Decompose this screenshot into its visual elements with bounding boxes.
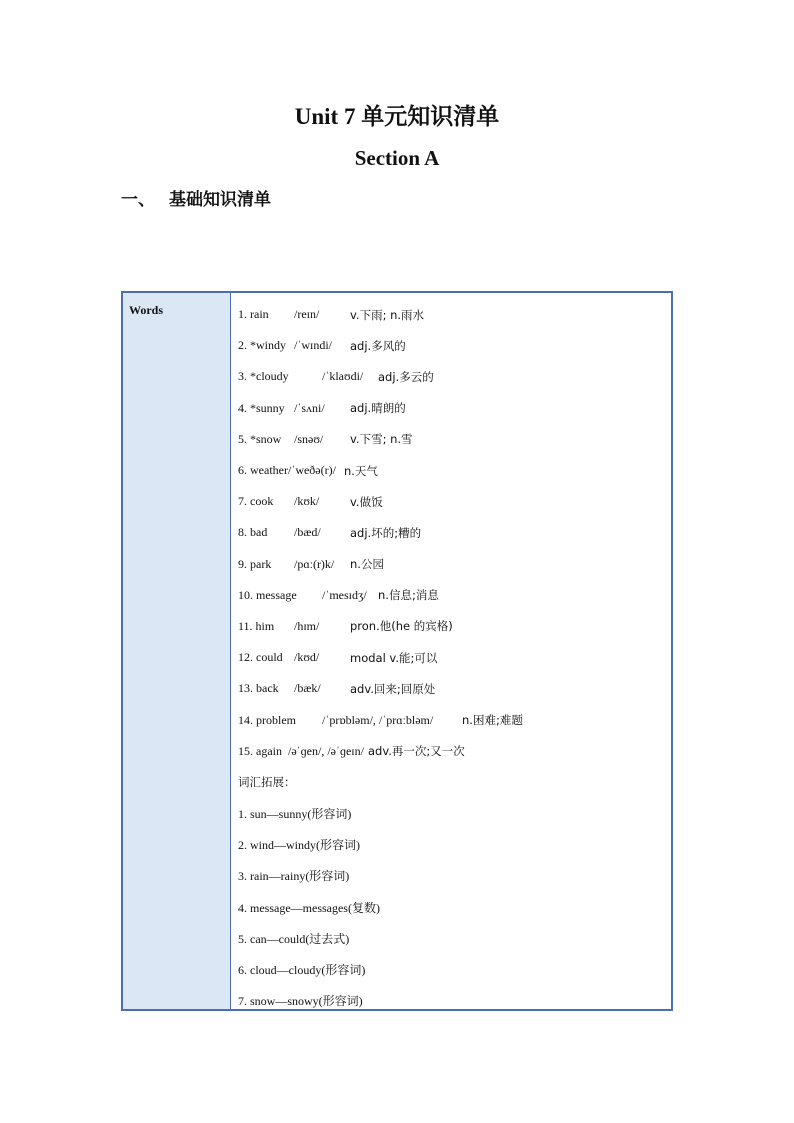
vocab-phonetic: /kʊd/ (294, 650, 320, 665)
vocab-row (238, 424, 671, 455)
vocab-word: 12. could (238, 650, 283, 665)
words-label: Words (129, 303, 164, 317)
expansion-heading: 词汇拓展： (238, 775, 296, 790)
vocab-definition: n.天气 (343, 463, 378, 478)
vocab-word: 5. *snow (238, 431, 282, 446)
vocab-phonetic: /ˈwɪndi/ (294, 338, 332, 353)
expansion-item: 4. message—messages(复数) (238, 900, 380, 915)
expansion-item: 6. cloud—cloudy(形容词) (238, 963, 366, 978)
document-title: Unit 7 单元知识清单 (294, 104, 500, 129)
vocab-row (238, 330, 671, 361)
section-subtitle: Section A (354, 146, 440, 170)
vocab-row (238, 611, 671, 642)
expansion-item: 2. wind—windy(形容词) (238, 838, 360, 853)
vocab-word: 6. weather (238, 463, 288, 478)
expansion-item: 5. can—could(过去式) (238, 931, 350, 946)
vocab-definition: modal v.能;可以 (350, 650, 438, 665)
vocab-phonetic: /ˈprɒbləm/, /ˈprɑːbləm/ (322, 712, 434, 727)
vocab-phonetic: /snəʊ/ (294, 431, 324, 446)
words-label-cell (123, 293, 231, 1009)
vocab-row (238, 673, 671, 704)
vocab-word: 8. bad (238, 525, 268, 540)
words-table (121, 291, 673, 1011)
vocab-phonetic: /ˈweðə(r)/ (287, 463, 336, 478)
section-heading (121, 188, 271, 212)
vocab-definition: adv.回来;回原处 (350, 681, 436, 696)
vocab-row (238, 642, 671, 673)
expansion-item: 1. sun—sunny(形容词) (238, 807, 352, 822)
vocab-phonetic: /ˈmesɪdʒ/ (322, 587, 367, 602)
vocab-word: 11. him (238, 618, 275, 633)
vocab-row (238, 704, 671, 735)
vocab-phonetic: /bæk/ (294, 681, 321, 696)
vocab-word: 7. cook (238, 494, 274, 509)
vocab-phonetic: /bæd/ (294, 525, 321, 540)
vocab-row (238, 393, 671, 424)
expansion-item: 7. snow—snowy(形容词) (238, 994, 363, 1009)
vocab-definition: v.做饭 (350, 494, 383, 509)
vocab-row (238, 486, 671, 517)
vocab-row (238, 299, 671, 330)
section-number: 一、 (121, 190, 155, 210)
vocab-definition: v.下雪; n.雪 (350, 432, 413, 447)
vocab-word: 15. again (238, 743, 282, 758)
vocab-definition: n.困难;难题 (462, 713, 523, 728)
vocab-row (238, 736, 671, 767)
vocab-definition: adj.坏的;糟的 (350, 525, 422, 540)
section-heading-text: 基础知识清单 (169, 190, 271, 210)
vocab-phonetic: /hɪm/ (294, 618, 320, 633)
vocab-definition: adj.多云的 (378, 369, 434, 384)
vocab-phonetic: /əˈɡen/, /əˈɡeɪn/ (288, 743, 364, 758)
vocab-phonetic: /pɑː(r)k/ (294, 556, 335, 571)
vocab-row (238, 361, 671, 392)
vocab-row (238, 455, 671, 486)
vocab-definition: n.公园 (350, 557, 384, 572)
vocab-row (238, 549, 671, 580)
vocab-definition: n.信息;消息 (378, 588, 439, 603)
vocab-word: 10. message (238, 587, 297, 602)
vocab-definition: adj.多风的 (350, 338, 406, 353)
vocab-definition: adj.晴朗的 (350, 401, 406, 416)
vocab-word: 4. *sunny (238, 400, 285, 415)
vocab-phonetic: /kʊk/ (294, 494, 320, 509)
vocab-word: 2. *windy (238, 338, 286, 353)
vocab-phonetic: /ˈklaʊdi/ (322, 369, 364, 384)
vocab-row (238, 517, 671, 548)
vocab-row (238, 580, 671, 611)
vocab-word: 3. *cloudy (238, 369, 289, 384)
vocab-phonetic: /ˈsʌni/ (294, 400, 325, 415)
vocab-word: 1. rain (238, 307, 269, 322)
vocab-word: 13. back (238, 681, 279, 696)
vocab-definition: adv.再一次;又一次 (367, 744, 465, 759)
words-content-cell (231, 293, 671, 1009)
expansion-item: 3. rain—rainy(形容词) (238, 869, 350, 884)
vocab-word: 9. park (238, 556, 272, 571)
vocab-definition: pron.他(he 的宾格) (350, 619, 453, 634)
vocab-word: 14. problem (238, 712, 296, 727)
vocab-phonetic: /reɪn/ (294, 307, 320, 322)
vocab-definition: v.下雨; n.雨水 (350, 307, 425, 322)
